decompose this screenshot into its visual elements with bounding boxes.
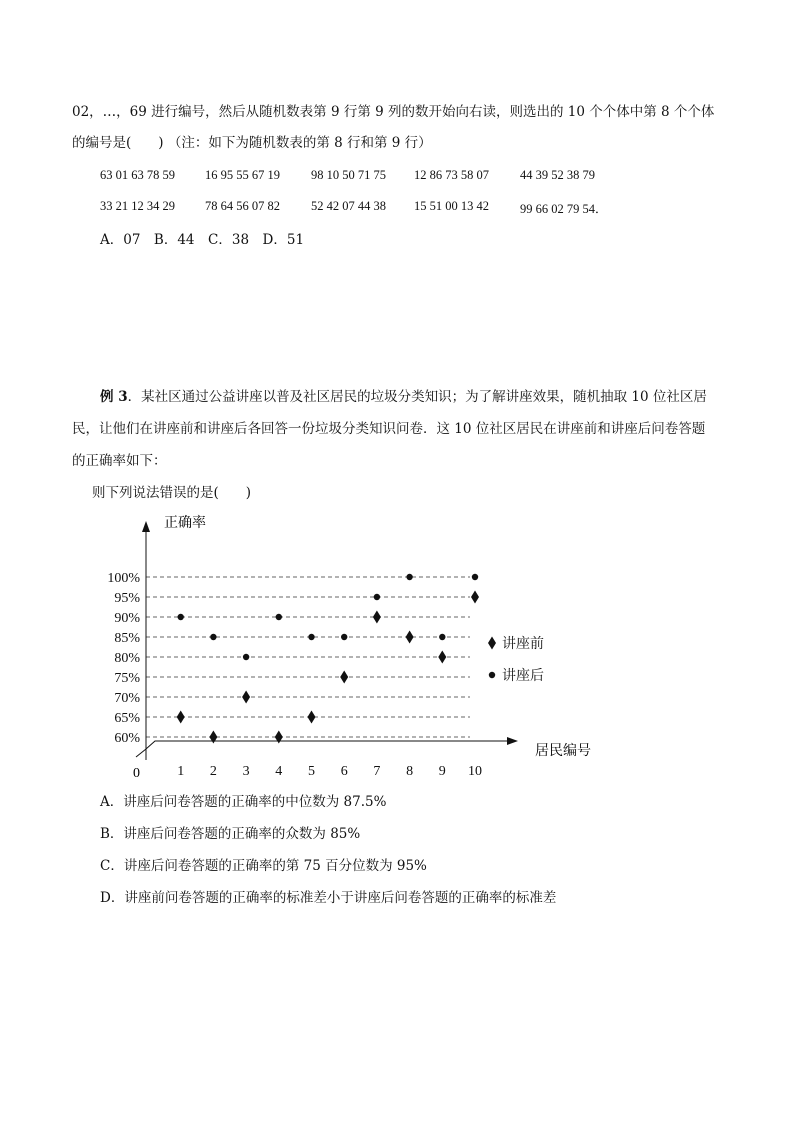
option-b: B．讲座后问卷答题的正确率的众数为 85% bbox=[100, 826, 361, 842]
y-axis-arrow bbox=[142, 521, 150, 532]
point-before-lecture bbox=[406, 631, 414, 644]
point-after-lecture bbox=[308, 634, 314, 640]
random-group: 78 64 56 07 82 bbox=[205, 199, 280, 213]
axes bbox=[136, 521, 518, 760]
y-tick-label: 65% bbox=[114, 711, 140, 726]
scatter-chart bbox=[0, 505, 794, 805]
legend-dot-marker bbox=[489, 672, 495, 678]
point-before-lecture bbox=[209, 731, 217, 744]
random-group: 12 86 73 58 07 bbox=[414, 168, 489, 182]
x-tick-label: 9 bbox=[438, 764, 446, 779]
y-tick-label: 95% bbox=[114, 591, 140, 606]
x-tick-label: 5 bbox=[308, 764, 315, 779]
point-after-lecture bbox=[243, 654, 249, 660]
x-axis-arrow bbox=[507, 737, 518, 745]
y-tick-label: 100% bbox=[107, 571, 140, 586]
random-group: 63 01 63 78 59 bbox=[100, 168, 175, 182]
random-group: 16 95 55 67 19 bbox=[205, 168, 280, 182]
point-before-lecture bbox=[438, 651, 446, 664]
x-tick-labels bbox=[177, 764, 482, 779]
ex3-line1 bbox=[100, 388, 707, 406]
ex3-line2: 民，让他们在讲座前和讲座后各回答一份垃圾分类知识问卷．这 10 位社区居民在讲座前和讲座后问卷答题 bbox=[72, 421, 706, 437]
point-before-lecture bbox=[373, 611, 381, 624]
point-after-lecture bbox=[210, 634, 216, 640]
legend bbox=[488, 636, 544, 684]
point-after-lecture bbox=[472, 574, 478, 580]
origin-label: 0 bbox=[133, 766, 140, 781]
x-tick-label: 4 bbox=[275, 764, 283, 779]
random-group: 15 51 00 13 42 bbox=[414, 199, 489, 213]
point-before-lecture bbox=[471, 591, 479, 604]
point-before-lecture bbox=[308, 711, 316, 724]
ex3-label: 例 3 bbox=[100, 389, 128, 405]
ex3-question: 则下列说法错误的是( ) bbox=[92, 485, 252, 501]
x-tick-label: 8 bbox=[406, 764, 414, 779]
point-before-lecture bbox=[177, 711, 185, 724]
data-marks bbox=[177, 574, 479, 744]
q2-text-line2: 的编号是( ) （注：如下为随机数表的第 8 行和第 9 行） bbox=[72, 135, 432, 151]
q2-text-line1: 02，…，69 进行编号，然后从随机数表第 9 行第 9 列的数开始向右读，则选出的 10 个个体中第 8 个个体 bbox=[72, 104, 715, 120]
legend-label: 讲座后 bbox=[502, 668, 544, 684]
random-group: 99 66 02 79 54． bbox=[520, 202, 608, 216]
ex3-line1-text: ．某社区通过公益讲座以普及社区居民的垃圾分类知识；为了解讲座效果，随机抽取 10 位社区居 bbox=[127, 389, 707, 405]
y-tick-label: 80% bbox=[114, 651, 140, 666]
point-after-lecture bbox=[178, 614, 184, 620]
point-before-lecture bbox=[242, 691, 250, 704]
point-after-lecture bbox=[439, 634, 445, 640]
random-group: 98 10 50 71 75 bbox=[311, 168, 386, 182]
point-after-lecture bbox=[341, 634, 347, 640]
y-tick-label: 90% bbox=[114, 611, 140, 626]
y-tick-label: 70% bbox=[114, 691, 140, 706]
x-tick-label: 6 bbox=[340, 764, 348, 779]
point-after-lecture bbox=[374, 594, 380, 600]
x-tick-label: 2 bbox=[209, 764, 217, 779]
x-tick-label: 10 bbox=[468, 764, 482, 779]
point-before-lecture bbox=[340, 671, 348, 684]
q2-options: A．07 B．44 C．38 D．51 bbox=[100, 232, 305, 248]
y-tick-labels bbox=[107, 571, 140, 746]
ex3-line3: 的正确率如下： bbox=[72, 453, 167, 469]
y-tick-label: 85% bbox=[114, 631, 140, 646]
legend-label: 讲座前 bbox=[502, 636, 544, 652]
x-tick-label: 3 bbox=[242, 764, 250, 779]
y-tick-label: 75% bbox=[114, 671, 140, 686]
point-after-lecture bbox=[276, 614, 282, 620]
random-group: 52 42 07 44 38 bbox=[311, 199, 386, 213]
option-d: D．讲座前问卷答题的正确率的标准差小于讲座后问卷答题的正确率的标准差 bbox=[100, 890, 557, 906]
y-axis-label: 正确率 bbox=[164, 515, 206, 531]
option-c: C．讲座后问卷答题的正确率的第 75 百分位数为 95% bbox=[100, 858, 427, 874]
option-a: A．讲座后问卷答题的正确率的中位数为 87.5% bbox=[100, 794, 387, 810]
random-group: 33 21 12 34 29 bbox=[100, 199, 175, 213]
x-axis bbox=[136, 741, 510, 757]
random-group: 44 39 52 38 79 bbox=[520, 168, 595, 182]
grid-lines bbox=[146, 577, 470, 737]
point-after-lecture bbox=[406, 574, 412, 580]
y-tick-label: 60% bbox=[114, 731, 140, 746]
point-before-lecture bbox=[275, 731, 283, 744]
legend-diamond-marker bbox=[488, 637, 496, 650]
x-axis-label: 居民编号 bbox=[535, 743, 591, 759]
x-tick-label: 7 bbox=[373, 764, 381, 779]
x-tick-label: 1 bbox=[177, 764, 185, 779]
